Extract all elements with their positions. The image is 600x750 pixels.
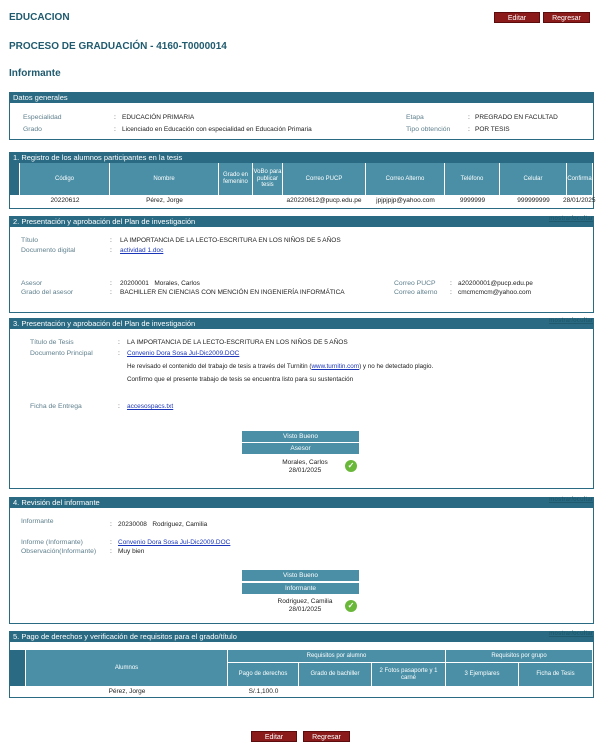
- app-title: EDUCACION: [9, 12, 70, 23]
- section-2-toggle[interactable]: mostrar/ocultar: [548, 216, 593, 222]
- check-icon: ✓: [345, 460, 357, 472]
- grado-asesor-value: BACHILLER EN CIENCIAS CON MENCIÓN EN INGENIERÍA INFORMÁTICA: [120, 289, 345, 296]
- column-header-celular: Celular: [500, 163, 567, 195]
- separator: :: [114, 114, 116, 121]
- titulo-label: Título: [21, 237, 38, 244]
- visto-bueno-header: Visto Bueno: [242, 431, 359, 442]
- cell-codigo: 20220612: [50, 197, 80, 204]
- column-header-correo-pucp: Correo PUCP: [283, 163, 366, 195]
- section-4-header: [10, 498, 593, 508]
- column-header-ejemplares: 3 Ejemplares: [446, 663, 519, 686]
- column-header-confirma: Confirma: [567, 163, 593, 195]
- turnitin-text: He revisado el contenido del trabajo de tesis a través del Turnitin (: [127, 363, 312, 370]
- column-header-alumnos: Alumnos: [26, 650, 228, 686]
- documento-digital-link[interactable]: actividad 1.doc: [120, 247, 164, 254]
- visto-bueno-date: 28/01/2025: [288, 606, 322, 613]
- column-header-telefono: Teléfono: [445, 163, 500, 195]
- general-section-title: Datos generales: [13, 93, 68, 102]
- observacion-value: Muy bien: [118, 548, 145, 555]
- separator: :: [110, 280, 112, 287]
- turnitin-link[interactable]: www.turnitin.com: [311, 363, 360, 370]
- visto-bueno-name: Morales, Carlos: [282, 459, 328, 466]
- visto-bueno-role: Informante: [242, 583, 359, 594]
- column-header-grado-femenino: Grado en femenino: [219, 163, 253, 195]
- section-1-title: 1. Registro de los alumnos participantes en la tesis: [13, 153, 183, 162]
- column-header-pago: Pago de derechos: [228, 663, 299, 686]
- table-gutter: [10, 163, 20, 195]
- section-4: [9, 497, 594, 624]
- separator: :: [110, 289, 112, 296]
- section-5: [9, 631, 594, 698]
- separator: :: [114, 126, 116, 133]
- observacion-label: Observación(Informante): [21, 548, 97, 555]
- especialidad-value: EDUCACIÓN PRIMARIA: [122, 114, 195, 121]
- informante-label: Informante: [21, 518, 54, 525]
- separator: :: [118, 403, 120, 410]
- column-header-nombre: Nombre: [110, 163, 219, 195]
- cell-confirma: 28/01/2025: [563, 197, 596, 204]
- confirm-statement: Confirmo que el presente trabajo de tesis se encuentra listo para su sustentación: [127, 376, 354, 383]
- separator: :: [110, 539, 112, 546]
- grado-value: Licenciado en Educación con especialidad en Educación Primaria: [122, 126, 312, 133]
- tipo-label: Tipo obtención: [406, 126, 451, 133]
- column-header-codigo: Código: [20, 163, 110, 195]
- separator: :: [110, 247, 112, 254]
- grado-label: Grado: [23, 126, 42, 133]
- turnitin-text: ) y no he detectado plagio.: [359, 363, 434, 370]
- column-header-ficha: Ficha de Tesis: [519, 663, 593, 686]
- separator: :: [468, 114, 470, 121]
- separator: :: [110, 237, 112, 244]
- footer-edit-button[interactable]: Editar: [251, 731, 297, 742]
- separator: :: [118, 350, 120, 357]
- asesor-value: 20200001 Morales, Carlos: [120, 280, 200, 287]
- etapa-label: Etapa: [406, 114, 424, 121]
- table-row: [10, 686, 593, 697]
- section-2-header: [10, 217, 593, 227]
- section-1-header: [10, 153, 593, 163]
- cell-pago: S/.1,100.0: [248, 688, 279, 695]
- process-title: PROCESO DE GRADUACIÓN - 4160-T0000014: [9, 41, 227, 52]
- visto-bueno-name: Rodriguez, Camilia: [277, 598, 333, 605]
- correo-pucp-label: Correo PUCP: [394, 280, 436, 287]
- titulo-tesis-value: LA IMPORTANCIA DE LA LECTO-ESCRITURA EN LOS NIÑOS DE 5 AÑOS: [127, 339, 348, 346]
- section-1: [9, 152, 594, 209]
- column-header-correo-alterno: Correo Alterno: [366, 163, 445, 195]
- section-3-header: [10, 319, 593, 329]
- ficha-entrega-link[interactable]: accesospacs.txt: [127, 403, 174, 410]
- separator: :: [468, 126, 470, 133]
- group-header-grupo: Requisitos por grupo: [446, 650, 593, 663]
- correo-pucp-value: a20200001@pucp.edu.pe: [458, 280, 533, 287]
- section-4-toggle[interactable]: mostrar/ocultar: [548, 497, 593, 503]
- separator: :: [110, 548, 112, 555]
- tipo-value: POR TESIS: [475, 126, 510, 133]
- cell-telefono: 9999999: [459, 197, 486, 204]
- general-section-header: [10, 93, 593, 103]
- cell-correo-pucp: a20220612@pucp.edu.pe: [286, 197, 362, 204]
- grado-asesor-label: Grado del asesor: [21, 289, 74, 296]
- especialidad-label: Especialidad: [23, 114, 62, 121]
- informante-value: 20230008 Rodriguez, Camilia: [118, 521, 208, 528]
- separator: :: [450, 280, 452, 287]
- informe-label: Informe (Informante): [21, 539, 83, 546]
- documento-principal-label: Documento Principal: [30, 350, 93, 357]
- cell-nombre: Pérez, Jorge: [146, 197, 183, 204]
- turnitin-statement: [127, 363, 433, 370]
- titulo-tesis-label: Título de Tesis: [30, 339, 74, 346]
- visto-bueno-date: 28/01/2025: [288, 467, 322, 474]
- column-header-grado-bachiller: Grado de bachiller: [299, 663, 372, 686]
- section-4-title: 4. Revisión del informante: [13, 498, 100, 507]
- informe-link[interactable]: Convenio Dora Sosa Jul-Dic2009.DOC: [118, 539, 231, 546]
- correo-alterno-value: cmcmcmcm@yahoo.com: [458, 289, 532, 296]
- section-2: [9, 216, 594, 313]
- section-3: [9, 318, 594, 489]
- edit-button[interactable]: Editar: [494, 12, 540, 23]
- visto-bueno-role: Asesor: [242, 443, 359, 454]
- page-subtitle: Informante: [9, 68, 61, 79]
- table-gutter: [10, 650, 26, 686]
- column-header-fotos: 2 Fotos pasaporte y 1 carné: [372, 663, 446, 686]
- asesor-label: Asesor: [21, 280, 43, 287]
- cell-celular: 999999999: [517, 197, 550, 204]
- separator: :: [450, 289, 452, 296]
- section-3-title: 3. Presentación y aprobación del Plan de investigación: [13, 319, 196, 328]
- separator: :: [110, 521, 112, 528]
- documento-digital-label: Documento digital: [21, 247, 76, 254]
- correo-alterno-label: Correo alterno: [394, 289, 438, 296]
- back-button[interactable]: Regresar: [543, 12, 590, 23]
- general-section: [9, 92, 594, 140]
- check-icon: ✓: [345, 600, 357, 612]
- section-5-title: 5. Pago de derechos y verificación de requisitos para el grado/título: [13, 632, 237, 641]
- separator: :: [118, 339, 120, 346]
- section-2-title: 2. Presentación y aprobación del Plan de investigación: [13, 217, 196, 226]
- documento-principal-link[interactable]: Convenio Dora Sosa Jul-Dic2009.DOC: [127, 350, 240, 357]
- section-5-header: [10, 632, 593, 642]
- section-3-toggle[interactable]: mostrar/ocultar: [548, 318, 593, 324]
- table-row: [10, 195, 596, 208]
- ficha-entrega-label: Ficha de Entrega: [30, 403, 82, 410]
- group-header-alumno: Requisitos por alumno: [228, 650, 446, 663]
- cell-correo-alterno: jpjpjpjp@yahoo.com: [376, 197, 435, 204]
- etapa-value: PREGRADO EN FACULTAD: [475, 114, 558, 121]
- titulo-value: LA IMPORTANCIA DE LA LECTO-ESCRITURA EN LOS NIÑOS DE 5 AÑOS: [120, 237, 341, 244]
- column-header-vobo: VoBo para publicar tesis: [253, 163, 283, 195]
- visto-bueno-header: Visto Bueno: [242, 570, 359, 581]
- footer-back-button[interactable]: Regresar: [303, 731, 350, 742]
- cell-alumno: Pérez, Jorge: [108, 688, 146, 695]
- section-5-toggle[interactable]: mostrar/ocultar: [548, 631, 593, 637]
